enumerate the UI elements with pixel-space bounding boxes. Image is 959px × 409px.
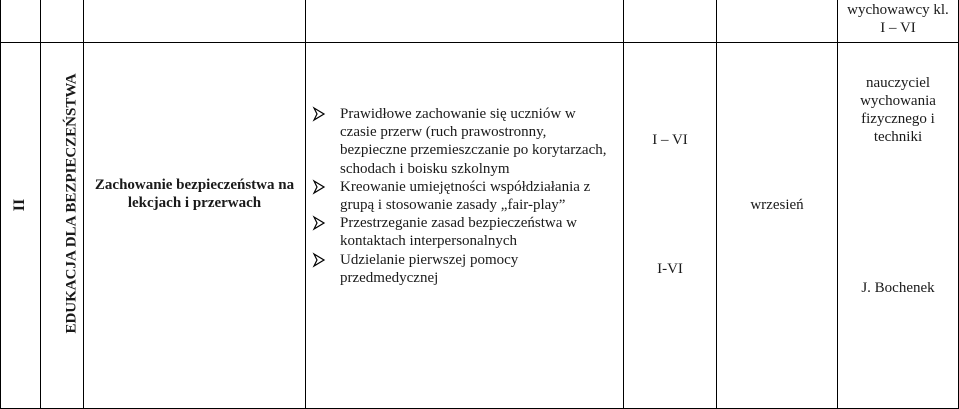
task-item [312, 178, 612, 214]
responsible-teacher: nauczyciel wychowania fizycznego i techniki [860, 75, 936, 145]
section-title: EDUKACJA DLA BEZPIECZEŃSTWA [63, 73, 80, 334]
arrow-bullet-icon [312, 105, 326, 123]
task-text: Przestrzeganie zasad bezpieczeństwa w kontaktach interpersonalnych [340, 215, 577, 250]
col-border-6 [837, 0, 838, 409]
task-item [312, 105, 612, 178]
col-border-3 [305, 0, 306, 409]
row-divider [0, 42, 959, 43]
term-cell: wrzesień [750, 197, 804, 213]
arrow-bullet-icon [312, 178, 326, 196]
responsible-header-text: wychowawcy kl. [847, 2, 949, 18]
classes-primary: I – VI [652, 132, 688, 148]
responsible-header-cell [838, 1, 958, 37]
task-item [312, 214, 612, 250]
responsible-header-range: I – VI [880, 20, 916, 36]
topic-cell: Zachowanie bezpieczeństwa na lekcjach i przerwach [94, 177, 295, 211]
row-number: II [11, 198, 28, 212]
col-border-1 [40, 0, 41, 409]
arrow-bullet-icon [312, 251, 326, 269]
task-text: Kreowanie umiejętności współdziałania z grupą i stosowanie zasady „fair-play” [340, 178, 591, 214]
responsible-person: J. Bochenek [861, 280, 935, 296]
task-text: Udzielanie pierwszej pomocy przedmedycznej [340, 251, 519, 286]
col-border-left [0, 0, 1, 409]
tasks-list [312, 105, 612, 287]
task-item [312, 251, 612, 287]
task-text: Prawidłowe zachowanie się uczniów w czasie przerw (ruch prawostronny, bezpieczne przemieszczanie po korytarzach, schodach i boisku szkolnym [340, 106, 607, 177]
arrow-bullet-icon [312, 214, 326, 232]
classes-secondary: I-VI [657, 261, 683, 277]
col-border-4 [623, 0, 624, 409]
